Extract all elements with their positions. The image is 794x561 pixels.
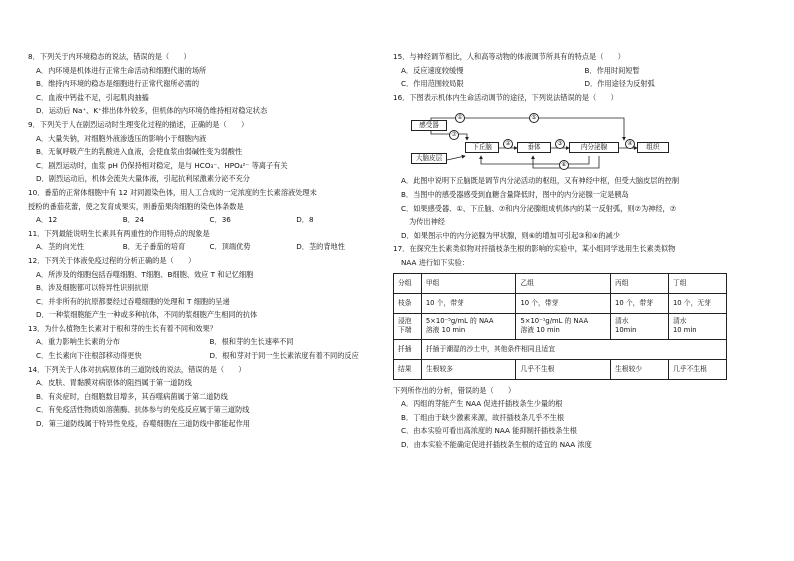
q12-option-c: C．并非所有的抗原都要经过吞噬细胞的处理和 T 细胞的呈递 bbox=[36, 296, 230, 306]
mark-3: ③ bbox=[555, 139, 565, 149]
q16-option-c-cont: 为传出神经 bbox=[409, 217, 445, 227]
q15-option-d: D．作用途径为反射弧 bbox=[584, 79, 655, 89]
q17-option-a: A．丙组的芽能产生 NAA 促进扦插枝条生少量的根 bbox=[401, 399, 563, 409]
q10-stem-2: 授粉的番茄花蕾，使之发育成果实，则番茄果肉细胞的染色体条数是 bbox=[28, 201, 244, 211]
table-row bbox=[394, 339, 727, 359]
mark-5: ⑤ bbox=[529, 113, 539, 123]
table-cell: 10 个，带芽 bbox=[516, 293, 611, 313]
table-cell: 清水 10min bbox=[611, 313, 669, 339]
q17-option-b: B．丁组由于缺少激素来源，故扦插枝条几乎不生根 bbox=[401, 412, 565, 422]
table-cell: 枝条 bbox=[394, 293, 422, 313]
receptor-box: 感受器 bbox=[411, 120, 447, 131]
q10-options bbox=[28, 213, 383, 227]
table-header-row bbox=[394, 273, 727, 293]
mark-2: ② bbox=[503, 139, 513, 149]
q8-option-d: D．运动后 Na⁺、K⁺排出体外较多，但机体的内环境仍维持相对稳定状态 bbox=[36, 106, 268, 116]
q9-option-b: B．无氧呼吸产生的乳酸进入血液，会使血浆由弱碱性变为弱酸性 bbox=[36, 147, 243, 157]
table-cell: 10 个，带芽 bbox=[611, 293, 669, 313]
hypothalamus-box: 下丘脑 bbox=[465, 142, 499, 153]
q16-option-d: D．如果图示中的内分泌腺为甲状腺，则⑥的增加可引起③和④的减少 bbox=[401, 230, 620, 240]
q16-option-c: C．如果感受器、①、下丘脑、⑦和内分泌腺组成机体内的某一反射弧，则⑦为神经，⑦ bbox=[401, 203, 677, 213]
cortex-box: 大脑皮层 bbox=[411, 153, 447, 164]
table-cell: 几乎不生根 bbox=[668, 359, 726, 379]
arrow-cortex-to-hypothalamus bbox=[447, 156, 465, 160]
table-header: 丙组 bbox=[611, 273, 669, 293]
table-cell: 10 个，带芽 bbox=[421, 293, 516, 313]
table-cell: 5×10⁻¹g/mL 的 NAA 溶液 10 min bbox=[516, 313, 611, 339]
q10-option-c: C．36 bbox=[209, 215, 231, 225]
q10-option-d: D．8 bbox=[296, 215, 314, 225]
mark-1: ① bbox=[455, 113, 465, 123]
table-header: 乙组 bbox=[516, 273, 611, 293]
table-cell: 结果 bbox=[394, 359, 422, 379]
table-cell: 几乎不生根 bbox=[516, 359, 611, 379]
q11-option-b: B．无子番茄的培育 bbox=[122, 242, 186, 252]
q13-options-cd bbox=[28, 349, 383, 363]
q14-option-d: D．第三道防线属于特异性免疫，吞噬细胞在三道防线中都能起作用 bbox=[36, 419, 250, 429]
q11-options bbox=[28, 240, 383, 254]
q8-option-b: B．维持内环境的稳态是细胞进行正常代谢所必需的 bbox=[36, 79, 200, 89]
q13-options-ab bbox=[28, 335, 383, 349]
q11-option-d: D．茎的背地性 bbox=[296, 242, 345, 252]
q10-option-b: B．24 bbox=[122, 215, 145, 225]
mark-6: ⑥ bbox=[559, 160, 569, 170]
pituitary-box: 垂体 bbox=[517, 142, 551, 153]
regulation-pathway-diagram bbox=[409, 106, 709, 172]
q12-option-b: B．涉及细胞都可以特异性识别抗原 bbox=[36, 283, 149, 293]
q17-option-d: D．由本实验不能确定促进扦插枝条生根的适宜的 NAA 浓度 bbox=[401, 439, 592, 449]
table-cell: 生根较少 bbox=[611, 359, 669, 379]
experiment-table bbox=[393, 273, 727, 380]
q13-stem: 13．为什么植物生长素对于根和芽的生长有着不同和效果？ bbox=[28, 323, 217, 333]
table-header: 分组 bbox=[394, 273, 422, 293]
q15-stem: 15．与神经调节相比，人和高等动物的体液调节所具有的特点是（ ） bbox=[393, 52, 625, 61]
left-column bbox=[28, 50, 383, 431]
q10-option-a: A．12 bbox=[36, 215, 58, 225]
q16-option-b: B．当图中的感受器感受到血糖含量降低时，图中的内分泌腺一定是胰岛 bbox=[401, 189, 629, 199]
table-row bbox=[394, 293, 727, 313]
gland-box: 内分泌腺 bbox=[569, 142, 619, 153]
q13-option-b: B．根和芽的生长速率不同 bbox=[209, 337, 294, 347]
mark-4: ④ bbox=[625, 139, 635, 149]
table-cell: 5×10⁻⁵g/mL 的 NAA 溶液 10 min bbox=[421, 313, 516, 339]
table-row bbox=[394, 359, 727, 379]
table-header: 丁组 bbox=[668, 273, 726, 293]
q14-stem: 14．下列关于人体对抗病原体的三道防线的说法，错误的是（ ） bbox=[28, 364, 246, 374]
q17-option-c: C．由本实验可看出高浓度的 NAA 能抑制扦插枝条生根 bbox=[401, 426, 577, 436]
q14-option-c: C．有免疫活性物质如溶菌酶、抗体参与的免疫反应属于第三道防线 bbox=[36, 405, 250, 415]
q16-stem: 16．下图表示机体内生命活动调节的途径，下列说法错误的是（ ） bbox=[393, 92, 618, 102]
q9-option-d: D．剧烈运动后，机体会流失大量体液，引起抗利尿激素分泌不充分 bbox=[36, 174, 250, 184]
mark-7: ⑦ bbox=[449, 130, 459, 140]
q13-option-c: C．生长素向下往根部移动得更快 bbox=[36, 351, 142, 361]
q9-option-a: A．大量失钠，对细胞外液渗透压的影响小于细胞内液 bbox=[36, 133, 207, 143]
q13-option-d: D．根和芽对于同一生长素浓度有着不同的反应 bbox=[209, 351, 359, 361]
q8-option-a: A．内环境是机体进行正常生命活动和细胞代谢的场所 bbox=[36, 65, 207, 75]
q9-stem: 9．下列关于人在剧烈运动时生理变化过程的描述，正确的是（ ） bbox=[28, 119, 249, 129]
arrow-feedback bbox=[481, 156, 589, 164]
q9-option-c: C．剧烈运动时，血浆 pH 仍保持相对稳定，是与 HCO₃⁻、HPO₄²⁻ 等离子有关 bbox=[36, 160, 288, 170]
table-cell: 清水 10 min bbox=[668, 313, 726, 339]
q11-option-c: C．顶端优势 bbox=[209, 242, 251, 252]
q12-stem: 12．下列关于体液免疫过程的分析正确的是（ ） bbox=[28, 255, 196, 265]
tissue-box: 组织 bbox=[637, 142, 669, 153]
right-column bbox=[393, 50, 768, 452]
q11-stem: 11．下列最能说明生长素具有两重性的作用特点的现象是 bbox=[28, 228, 210, 238]
q16-option-a: A．此图中说明下丘脑既是调节内分泌活动的枢纽，又有神经中枢，但受大脑皮层的控制 bbox=[401, 176, 680, 186]
table-row bbox=[394, 313, 727, 339]
q11-option-a: A．茎的向光性 bbox=[36, 242, 85, 252]
q15-option-a: A．反应速度较缓慢 bbox=[401, 65, 464, 75]
q15-option-b: B．作用时间短暂 bbox=[584, 65, 640, 75]
q17-after: 下列所作出的分析，错误的是（ ） bbox=[393, 385, 516, 395]
q17-stem: 17．在探究生长素类似物对扦插枝条生根的影响的实验中，某小组同学选用生长素类似物 bbox=[393, 244, 676, 254]
q14-option-a: A．皮肤、胃黏膜对病原体的阻挡属于第一道防线 bbox=[36, 378, 192, 388]
table-cell: 扦插 bbox=[394, 339, 422, 359]
q13-option-a: A．重力影响生长素的分布 bbox=[36, 337, 120, 347]
q12-option-d: D．一种浆细胞能产生一种或多种抗体，不同的浆细胞产生相同的抗体 bbox=[36, 310, 258, 320]
q15-options-ab bbox=[393, 64, 768, 78]
q15-options-cd bbox=[393, 77, 768, 91]
table-cell: 生根较多 bbox=[421, 359, 516, 379]
q17-stem-2: NAA 进行如下实验： bbox=[401, 257, 470, 267]
table-cell: 10 个，无芽 bbox=[668, 293, 726, 313]
q12-option-a: A．所涉及的细胞包括吞噬细胞、T细胞、B细胞、效应 T 和记忆细胞 bbox=[36, 269, 254, 279]
table-cell: 浸泡 下端 bbox=[394, 313, 422, 339]
q15-option-c: C．作用范围较局限 bbox=[401, 79, 464, 89]
table-cell: 扦插于潮湿的沙土中，其他条件相同且适宜 bbox=[421, 339, 726, 359]
q10-stem: 10．番茄的正常体细胞中有 12 对同源染色体，用人工合成的一定浓度的生长素溶液处理未 bbox=[28, 187, 317, 197]
table-header: 甲组 bbox=[421, 273, 516, 293]
q14-option-b: B．有炎症时，白细胞数目增多，其吞噬病菌属于第二道防线 bbox=[36, 391, 228, 401]
q8-stem: 8．下列关于内环境稳态的说法，错误的是（ ） bbox=[28, 52, 191, 61]
q8-option-c: C．血液中钙盐不足，引起肌肉抽搐 bbox=[36, 92, 149, 102]
